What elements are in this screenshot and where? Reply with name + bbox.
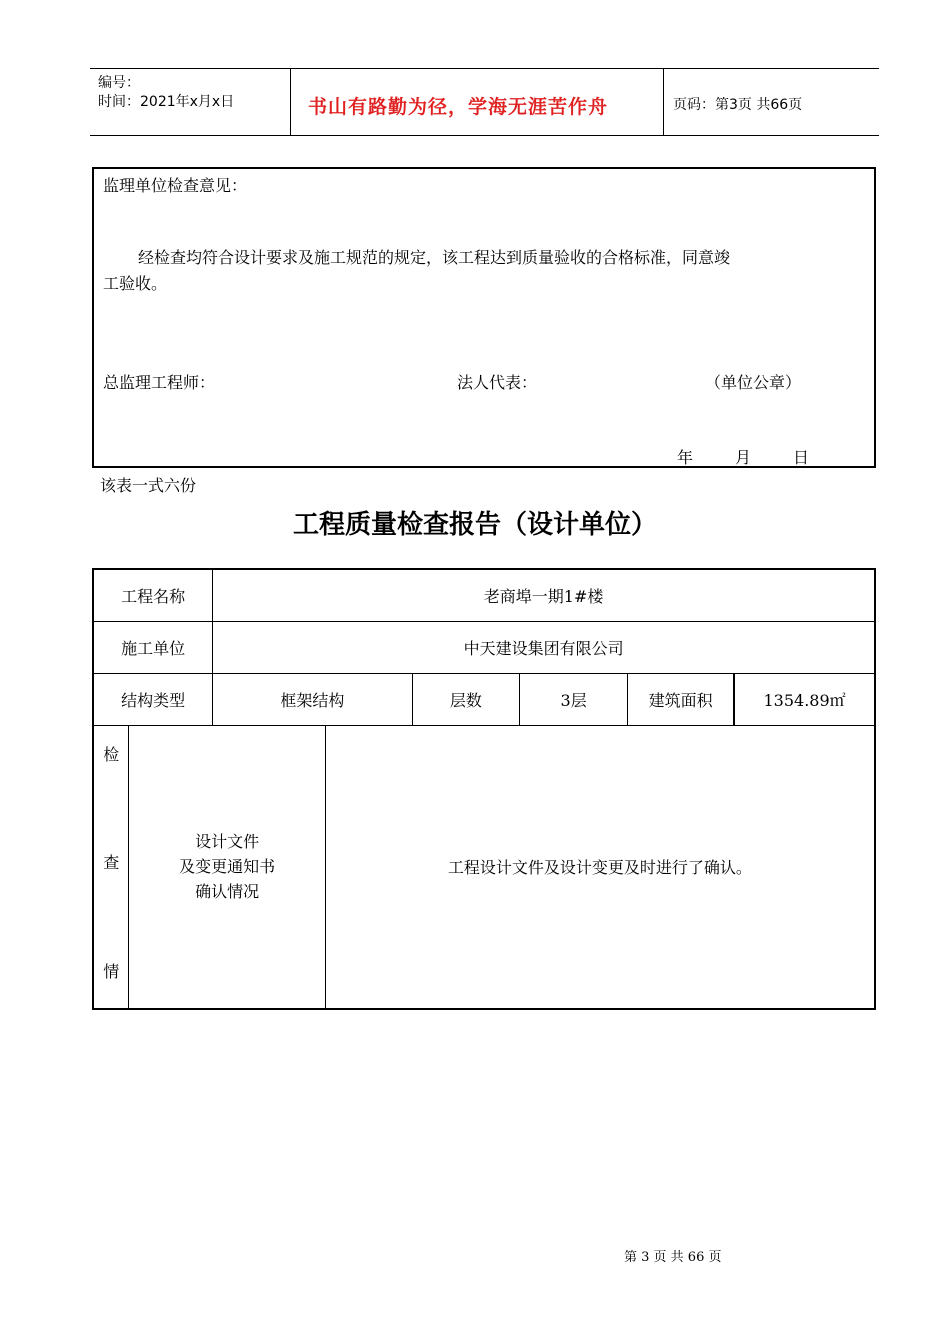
document-number-label: 编号： (98, 75, 140, 91)
header-divider (290, 68, 291, 136)
builder-value: 中天建设集团有限公司 (213, 621, 875, 673)
opinion-title: 监理单位检查意见： (103, 176, 248, 195)
item-line: 设计文件 (195, 832, 260, 851)
header-bottom-rule (90, 135, 879, 136)
header-divider (663, 68, 664, 136)
project-name-label: 工程名称 (93, 569, 213, 621)
structure-type-value: 框架结构 (213, 673, 412, 725)
check-status-char: 检 (103, 744, 120, 764)
floors-value: 3层 (520, 673, 628, 725)
design-documents-result: 工程设计文件及设计变更及时进行了确认。 (325, 725, 875, 1009)
supervision-opinion-box (92, 167, 876, 468)
building-area-value: 1354.89㎡ (734, 673, 875, 725)
table-row (93, 569, 875, 621)
item-line: 确认情况 (195, 882, 260, 901)
building-area-label: 建筑面积 (627, 673, 734, 725)
chief-engineer-label: 总监理工程师： (103, 373, 216, 392)
unit-seal-label: （单位公章） (705, 373, 802, 392)
table-row (93, 725, 875, 1009)
opinion-body-line2: 工验收。 (103, 274, 168, 293)
item-line: 及变更通知书 (179, 857, 276, 876)
header-top-rule (90, 68, 879, 69)
legal-representative-label: 法人代表： (457, 373, 538, 392)
opinion-body-line1: 经检查均符合设计要求及施工规范的规定，该工程达到质量验收的合格标准，同意竣 (138, 248, 731, 267)
document-time-label: 时间：2021年x月x日 (98, 94, 235, 110)
table-row (93, 621, 875, 673)
footer-page-number: 第 3 页 共 66 页 (624, 1250, 722, 1265)
check-status-header (93, 725, 129, 1009)
date-year-label: 年 (677, 448, 694, 467)
design-documents-item (129, 725, 325, 1009)
check-status-char: 查 (103, 853, 120, 872)
check-status-char: 情 (103, 961, 120, 981)
structure-type-label: 结构类型 (93, 673, 213, 725)
report-table (92, 568, 876, 1010)
date-month-label: 月 (735, 448, 752, 467)
date-day-label: 日 (793, 448, 810, 467)
header-motto: 书山有路勤为径，学海无涯苦作舟 (308, 96, 609, 118)
page-indicator: 页码：第3页 共66页 (673, 97, 803, 113)
project-name-value: 老商埠一期1#楼 (213, 569, 875, 621)
copies-note: 该表一式六份 (100, 476, 197, 495)
report-title: 工程质量检查报告（设计单位） (292, 510, 657, 540)
builder-label: 施工单位 (93, 621, 213, 673)
table-row (93, 673, 875, 725)
floors-label: 层数 (412, 673, 520, 725)
